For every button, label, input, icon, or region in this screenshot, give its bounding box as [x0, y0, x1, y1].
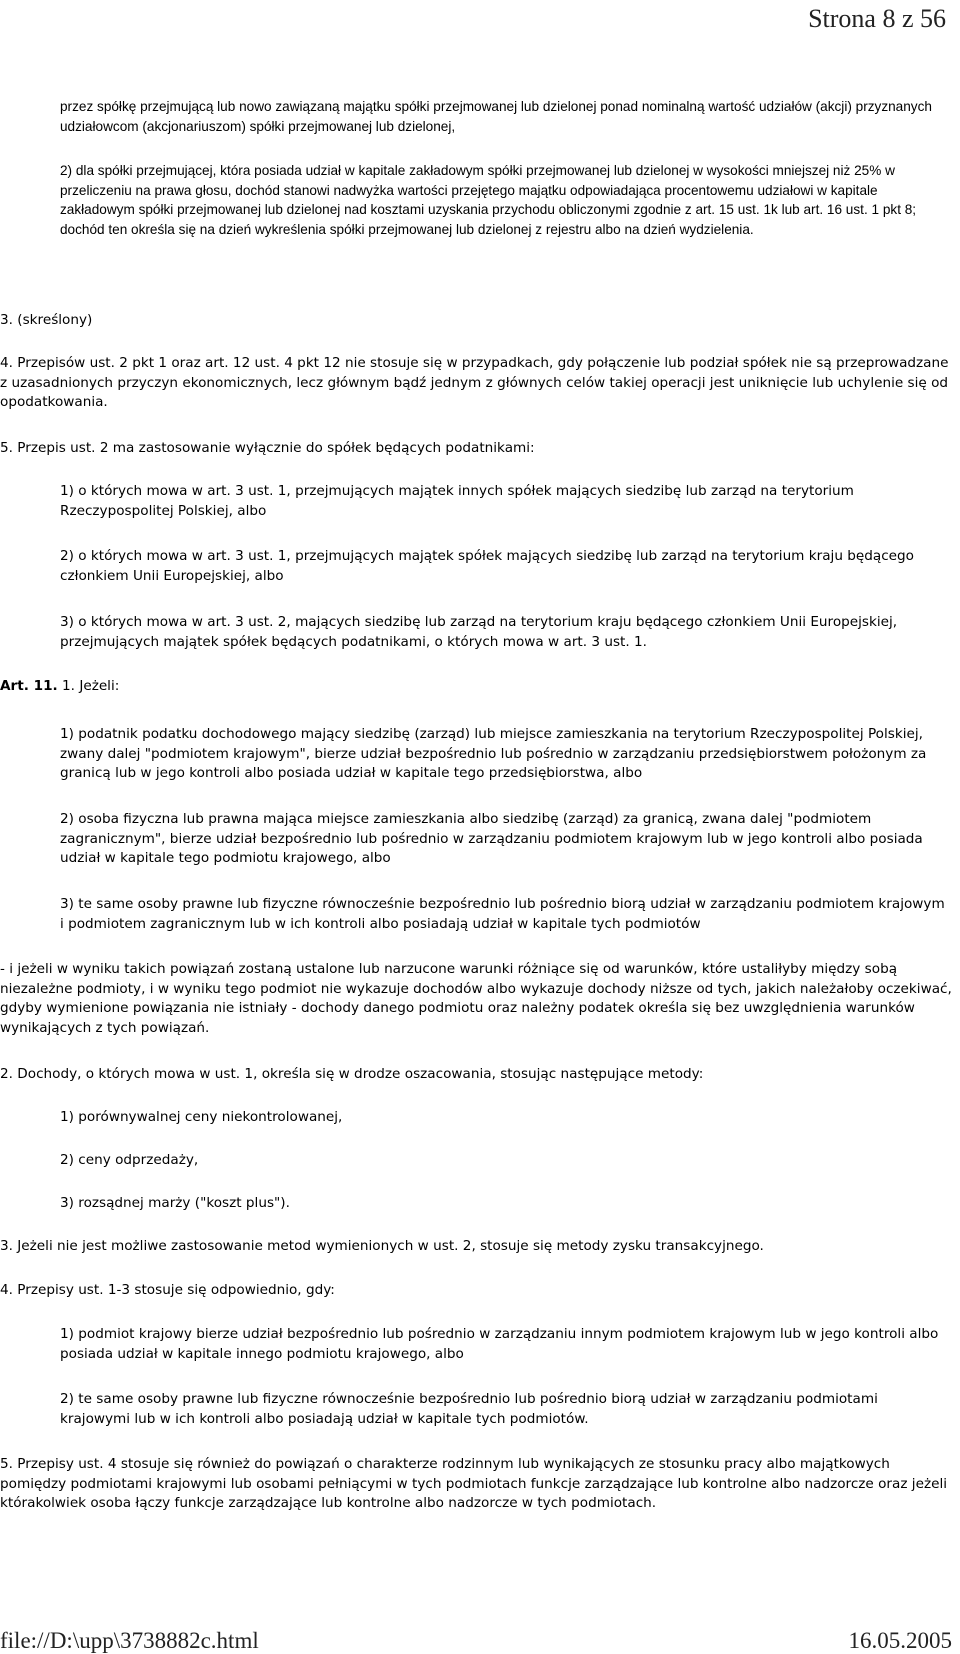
paragraph: 2) dla spółki przejmującej, która posiada udział w kapitale zakładowym spółki przejmowanej lub dzielonej w wysokości mniejszej niż 25% w przeliczeniu na prawa głosu, dochód stanowi nadwyżka wartości przejętego majątku odpowiadająca procentowemu udziałowi w kapitale zakładowym spółki przejmowanej lub dzielonej nad kosztami uzyskania przychodu obliczonymi zgodnie z art. 15 ust. 1k lub art. 16 ust. 1 pkt 8; dochód ten określa się na dzień wykreślenia spółki przejmowanej lub dzielonej z rejestru albo na dzień wydzielenia. [60, 163, 917, 237]
paragraph: 5. Przepisy ust. 4 stosuje się również do powiązań o charakterze rodzinnym lub wynikających ze stosunku pracy albo majątkowych pomiędzy podmiotami krajowymi lub osobami pełniącymi w tych podmiotach funkcje zarządzające lub kontrolne albo nadzorcze oraz jeżeli którakolwiek osoba łączy funkcje zarządzające lub kontrolne albo nadzorcze w tych podmiotach. [0, 1456, 948, 1511]
page-number-label: Strona 8 z 56 [808, 4, 946, 33]
list-item: 2) te same osoby prawne lub fizyczne równocześnie bezpośrednio lub pośrednio biorą udział w zarządzaniu podmiotami krajowymi lub w ich kontroli albo posiadają udział w kapitale tych podmiotów. [60, 1391, 878, 1427]
paragraph: 3. Jeżeli nie jest możliwe zastosowanie metod wymienionych w ust. 2, stosuje się metody zysku transakcyjnego. [0, 1238, 764, 1254]
paragraph: przez spółkę przejmującą lub nowo zawiązaną majątku spółki przejmowanej lub dzielonej ponad nominalną wartość udziałów (akcji) przyznanych udziałowcom (akcjonariuszom) spółki przejmowanej lub dzielonej, [60, 99, 932, 134]
list-item: 3) te same osoby prawne lub fizyczne równocześnie bezpośrednio lub pośrednio biorą udział w zarządzaniu podmiotem krajowym i podmiotem zagranicznym lub w ich kontroli albo posiadają udział w kapitale tych podmiotów [60, 896, 945, 932]
list-item: 1) porównywalnej ceny niekontrolowanej, [60, 1109, 343, 1125]
article-number: Art. 11. [0, 678, 58, 694]
page-footer [0, 1624, 960, 1654]
footer-file-path: file://D:\upp\3738882c.html [0, 1628, 259, 1653]
list-item: 1) o których mowa w art. 3 ust. 1, przejmujących majątek innych spółek mających siedzibę lub zarząd na terytorium Rzeczypospolitej Polskiej, albo [60, 483, 854, 519]
article-lead: 1. Jeżeli: [57, 678, 120, 694]
footer-date: 16.05.2005 [848, 1628, 952, 1653]
list-item: 3) o których mowa w art. 3 ust. 2, mających siedzibę lub zarząd na terytorium kraju będącego członkiem Unii Europejskiej, przejmujących majątek spółek będących podatnikami, o których mowa w art. 3 ust. 1. [60, 614, 898, 650]
list-item: 2) o których mowa w art. 3 ust. 1, przejmujących majątek spółek mających siedzibę lub zarząd na terytorium kraju będącego członkiem Unii Europejskiej, albo [60, 548, 914, 584]
article-heading [0, 677, 952, 697]
paragraph: - i jeżeli w wyniku takich powiązań zostaną ustalone lub narzucone warunki różniące się od warunków, które ustaliłyby między sobą niezależne podmioty, i w wyniku tego podmiot nie wykazuje dochodów albo wykazuje dochody niższe od tych, jakich należałoby oczekiwać, gdyby wymienione powiązania nie istniały - dochody danego podmiotu oraz należny podatek określa się bez uwzględnienia warunków wynikających z tych powiązań. [0, 961, 952, 1036]
list-item: 2) osoba fizyczna lub prawna mająca miejsce zamieszkania albo siedzibę (zarząd) za granicą, zwana dalej "podmiotem zagranicznym", bierze udział bezpośrednio lub pośrednio w zarządzaniu podmiotem krajowym lub w jego kontroli albo posiada udział w kapitale tego podmiotu krajowego, albo [60, 811, 923, 866]
paragraph: 5. Przepis ust. 2 ma zastosowanie wyłącznie do spółek będących podatnikami: [0, 440, 535, 456]
list-item: 1) podatnik podatku dochodowego mający siedzibę (zarząd) lub miejsce zamieszkania na terytorium Rzeczypospolitej Polskiej, zwany dalej "podmiotem krajowym", bierze udział bezpośrednio lub pośrednio w zarządzaniu przedsiębiorstwem położonym za granicą lub w jego kontroli albo posiada udział w kapitale tego przedsiębiorstwa, albo [60, 726, 927, 781]
list-item: 1) podmiot krajowy bierze udział bezpośrednio lub pośrednio w zarządzaniu innym podmiotem krajowym lub w jego kontroli albo posiada udział w kapitale innego podmiotu krajowego, albo [60, 1326, 939, 1362]
paragraph: 3. (skreślony) [0, 312, 93, 328]
paragraph: 4. Przepisów ust. 2 pkt 1 oraz art. 12 ust. 4 pkt 12 nie stosuje się w przypadkach, gdy połączenie lub podział spółek nie są przeprowadzane z uzasadnionych przyczyn ekonomicznych, lecz głównym bądź jednym z głównych celów takiej operacji jest uniknięcie lub uchylenie się od opodatkowania. [0, 355, 949, 410]
paragraph: 2. Dochody, o których mowa w ust. 1, określa się w drodze oszacowania, stosując następujące metody: [0, 1066, 704, 1082]
list-item: 3) rozsądnej marży ("koszt plus"). [60, 1195, 290, 1211]
list-item: 2) ceny odprzedaży, [60, 1152, 199, 1168]
paragraph: 4. Przepisy ust. 1-3 stosuje się odpowiednio, gdy: [0, 1282, 335, 1298]
